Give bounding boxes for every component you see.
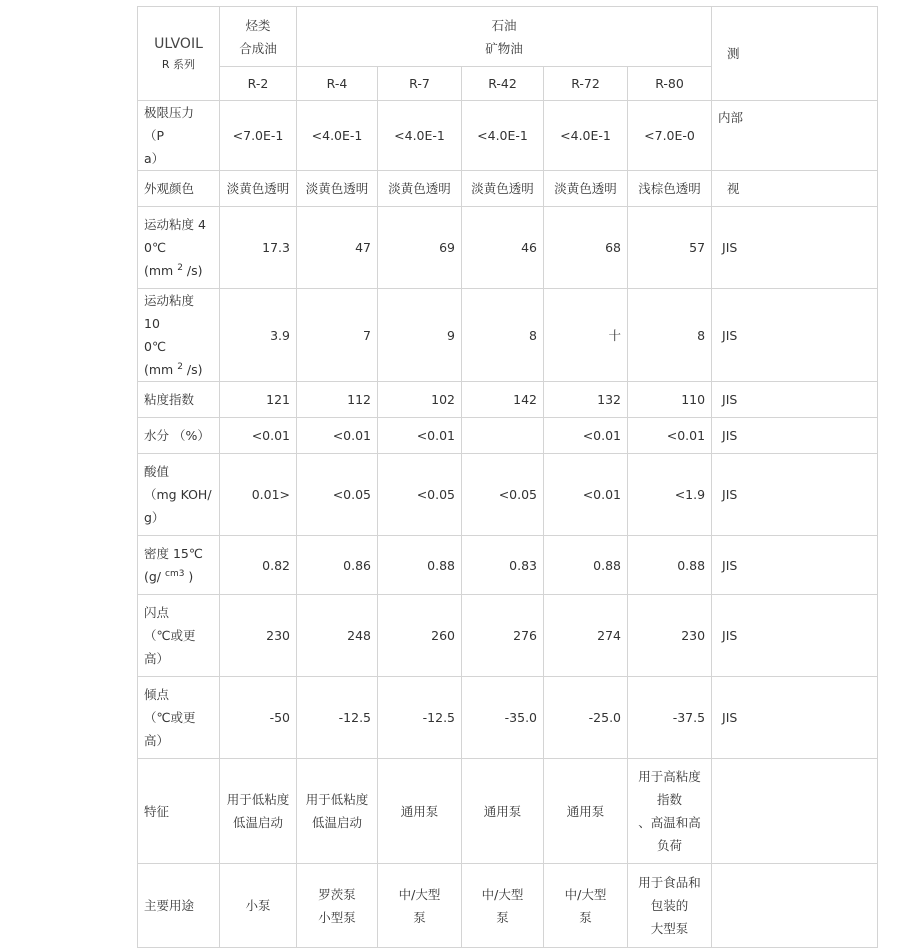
cell-value: 17.3 bbox=[220, 207, 297, 289]
cell-line: 用于低粘度 bbox=[305, 792, 369, 807]
cell-value: <1.9 bbox=[628, 454, 712, 536]
label-line: 酸值 bbox=[144, 464, 170, 479]
cell-method-empty bbox=[712, 864, 878, 948]
row-viscosity-40 bbox=[138, 207, 878, 289]
label-line: g） bbox=[144, 510, 165, 525]
cell-line: 泵 bbox=[413, 909, 426, 925]
cell-value: -35.0 bbox=[462, 677, 544, 759]
cell-value: <0.01 bbox=[297, 418, 378, 454]
unit-text: (mm bbox=[144, 362, 174, 377]
row-label bbox=[138, 536, 220, 595]
label-line: a） bbox=[144, 151, 165, 166]
cell-value bbox=[220, 759, 297, 864]
label-line: 倾点 bbox=[144, 687, 170, 702]
cell-value: 121 bbox=[220, 382, 297, 418]
label-line: 极限压力（P bbox=[144, 105, 195, 143]
brand-cell bbox=[138, 7, 220, 101]
cell-value: 0.88 bbox=[628, 536, 712, 595]
cell-value bbox=[297, 864, 378, 948]
cell-value: <0.05 bbox=[297, 454, 378, 536]
row-label bbox=[138, 454, 220, 536]
method-header: 测 bbox=[712, 7, 878, 101]
model-header: R-7 bbox=[378, 67, 462, 101]
cell-value: -25.0 bbox=[544, 677, 628, 759]
cell-value: 7 bbox=[297, 289, 378, 382]
label-line: 高） bbox=[144, 651, 170, 666]
cell-value: <4.0E-1 bbox=[297, 101, 378, 171]
cell-value: 0.86 bbox=[297, 536, 378, 595]
cell-value: <0.05 bbox=[462, 454, 544, 536]
cell-line: 指数 bbox=[657, 792, 683, 807]
cell-value: 十 bbox=[544, 289, 628, 382]
cell-value: -37.5 bbox=[628, 677, 712, 759]
cell-value: 通用泵 bbox=[462, 759, 544, 864]
series-name: R 系列 bbox=[161, 58, 196, 71]
cell-line: 中/大型 bbox=[564, 886, 607, 902]
cell-value: 0.88 bbox=[378, 536, 462, 595]
row-label bbox=[138, 595, 220, 677]
unit-text: ) bbox=[184, 569, 194, 584]
cell-value: -12.5 bbox=[378, 677, 462, 759]
model-header: R-42 bbox=[462, 67, 544, 101]
cell-line: 用于高粘度 bbox=[638, 769, 701, 784]
cell-value: 110 bbox=[628, 382, 712, 418]
cell-value: 0.83 bbox=[462, 536, 544, 595]
row-main-usage bbox=[138, 864, 878, 948]
cell-line: 大型泵 bbox=[650, 921, 689, 936]
cell-method: JIS bbox=[712, 677, 878, 759]
row-label bbox=[138, 207, 220, 289]
cell-value bbox=[297, 759, 378, 864]
row-viscosity-100 bbox=[138, 289, 878, 382]
brand-name: ULVOIL bbox=[154, 36, 203, 52]
row-label bbox=[138, 677, 220, 759]
model-header: R-2 bbox=[220, 67, 297, 101]
cell-value: 小泵 bbox=[220, 864, 297, 948]
cell-value: 通用泵 bbox=[378, 759, 462, 864]
row-appearance bbox=[138, 171, 878, 207]
unit-text: (g/ bbox=[144, 569, 165, 584]
cell-value: 8 bbox=[628, 289, 712, 382]
label-unit bbox=[144, 358, 213, 381]
group-synthetic-line2: 合成油 bbox=[239, 40, 277, 56]
unit-text: /s) bbox=[182, 362, 203, 377]
cell-value: 通用泵 bbox=[544, 759, 628, 864]
row-ultimate-pressure bbox=[138, 101, 878, 171]
row-label bbox=[138, 289, 220, 382]
row-acid-value bbox=[138, 454, 878, 536]
cell-value: 3.9 bbox=[220, 289, 297, 382]
cell-value: 47 bbox=[297, 207, 378, 289]
spec-table-viewport bbox=[137, 6, 744, 936]
cell-value: 142 bbox=[462, 382, 544, 418]
label-line: 高） bbox=[144, 733, 170, 748]
cell-value: -50 bbox=[220, 677, 297, 759]
cell-value bbox=[628, 864, 712, 948]
group-mineral-line2: 矿物油 bbox=[485, 40, 523, 56]
cell-value: 68 bbox=[544, 207, 628, 289]
group-mineral-line1: 石油 bbox=[491, 17, 517, 33]
cell-value: 57 bbox=[628, 207, 712, 289]
group-synthetic-line1: 烃类 bbox=[245, 17, 271, 33]
cell-value: <0.01 bbox=[544, 454, 628, 536]
cell-value: <4.0E-1 bbox=[544, 101, 628, 171]
cell-method: JIS bbox=[712, 289, 878, 382]
cell-line: 低温启动 bbox=[232, 815, 283, 830]
cell-value: 248 bbox=[297, 595, 378, 677]
cell-method: JIS bbox=[712, 418, 878, 454]
cell-value: <0.01 bbox=[378, 418, 462, 454]
spec-table bbox=[137, 6, 878, 948]
row-label bbox=[138, 101, 220, 171]
label-line: 0℃ bbox=[144, 339, 166, 354]
cell-line: 中/大型 bbox=[398, 886, 441, 902]
cell-value: <7.0E-0 bbox=[628, 101, 712, 171]
cell-value: <0.01 bbox=[628, 418, 712, 454]
cell-method: JIS bbox=[712, 536, 878, 595]
cell-value: 132 bbox=[544, 382, 628, 418]
label-line: 闪点 bbox=[144, 605, 170, 620]
cell-method-empty bbox=[712, 759, 878, 864]
cell-line: 包装的 bbox=[650, 898, 689, 913]
cell-value: 46 bbox=[462, 207, 544, 289]
cell-value: 274 bbox=[544, 595, 628, 677]
row-label: 外观颜色 bbox=[138, 171, 220, 207]
cell-line: 低温启动 bbox=[311, 815, 362, 830]
cell-value: 0.82 bbox=[220, 536, 297, 595]
cell-value: <4.0E-1 bbox=[378, 101, 462, 171]
cell-line: 用于食品和 bbox=[638, 875, 701, 890]
cell-line: 泵 bbox=[579, 909, 592, 925]
cell-value bbox=[544, 864, 628, 948]
row-flash-point bbox=[138, 595, 878, 677]
cell-method: 内部 bbox=[712, 101, 878, 171]
cell-value bbox=[628, 759, 712, 864]
cell-value: 112 bbox=[297, 382, 378, 418]
cell-value bbox=[462, 864, 544, 948]
cell-value: 淡黄色透明 bbox=[297, 171, 378, 207]
cell-line: 泵 bbox=[496, 909, 509, 925]
label-line: （℃或更 bbox=[144, 628, 196, 643]
model-header: R-80 bbox=[628, 67, 712, 101]
cell-value: 淡黄色透明 bbox=[378, 171, 462, 207]
cell-method: JIS bbox=[712, 382, 878, 418]
label-unit bbox=[144, 565, 213, 588]
cell-value: <7.0E-1 bbox=[220, 101, 297, 171]
cell-value: 8 bbox=[462, 289, 544, 382]
label-line: 密度 15℃ bbox=[144, 546, 203, 561]
unit-text: /s) bbox=[182, 263, 203, 278]
label-line: 运动粘度 10 bbox=[144, 293, 195, 331]
row-label: 特征 bbox=[138, 759, 220, 864]
label-line: 0℃ bbox=[144, 240, 166, 255]
cell-value: <0.01 bbox=[220, 418, 297, 454]
cell-value: 淡黄色透明 bbox=[462, 171, 544, 207]
unit-sup: cm3 bbox=[165, 568, 185, 579]
row-label: 主要用途 bbox=[138, 864, 220, 948]
cell-value: <4.0E-1 bbox=[462, 101, 544, 171]
row-pour-point bbox=[138, 677, 878, 759]
cell-value: 淡黄色透明 bbox=[544, 171, 628, 207]
unit-sup: 2 bbox=[177, 262, 183, 273]
cell-value: <0.01 bbox=[544, 418, 628, 454]
cell-method: 视 bbox=[712, 171, 878, 207]
cell-value: 69 bbox=[378, 207, 462, 289]
row-viscosity-index bbox=[138, 382, 878, 418]
cell-value: 0.01> bbox=[220, 454, 297, 536]
cell-method: JIS bbox=[712, 595, 878, 677]
model-header: R-72 bbox=[544, 67, 628, 101]
cell-line: 罗茨泵 bbox=[318, 886, 356, 902]
row-water bbox=[138, 418, 878, 454]
row-density bbox=[138, 536, 878, 595]
group-mineral-header bbox=[297, 7, 712, 67]
cell-value: 230 bbox=[628, 595, 712, 677]
label-line: （℃或更 bbox=[144, 710, 196, 725]
row-label: 水分 （%） bbox=[138, 418, 220, 454]
row-features bbox=[138, 759, 878, 864]
cell-value: 浅棕色透明 bbox=[628, 171, 712, 207]
cell-value: 230 bbox=[220, 595, 297, 677]
unit-text: (mm bbox=[144, 263, 174, 278]
cell-line: 负荷 bbox=[657, 838, 683, 853]
label-line: （mg KOH/ bbox=[144, 487, 212, 502]
cell-value bbox=[462, 418, 544, 454]
cell-line: 小型泵 bbox=[318, 909, 356, 925]
cell-line: 用于低粘度 bbox=[226, 792, 290, 807]
cell-value: 0.88 bbox=[544, 536, 628, 595]
cell-value: 9 bbox=[378, 289, 462, 382]
label-line: 运动粘度 4 bbox=[144, 217, 206, 232]
cell-value: <0.05 bbox=[378, 454, 462, 536]
cell-value: -12.5 bbox=[297, 677, 378, 759]
cell-line: 、高温和高 bbox=[638, 815, 701, 830]
cell-line: 中/大型 bbox=[481, 886, 524, 902]
cell-method: JIS bbox=[712, 207, 878, 289]
model-header: R-4 bbox=[297, 67, 378, 101]
header-row-1 bbox=[138, 7, 878, 67]
cell-value: 276 bbox=[462, 595, 544, 677]
row-label: 粘度指数 bbox=[138, 382, 220, 418]
cell-value bbox=[378, 864, 462, 948]
label-unit bbox=[144, 259, 213, 282]
cell-method: JIS bbox=[712, 454, 878, 536]
cell-value: 102 bbox=[378, 382, 462, 418]
cell-value: 260 bbox=[378, 595, 462, 677]
group-synthetic-header bbox=[220, 7, 297, 67]
cell-value: 淡黄色透明 bbox=[220, 171, 297, 207]
unit-sup: 2 bbox=[177, 361, 183, 372]
